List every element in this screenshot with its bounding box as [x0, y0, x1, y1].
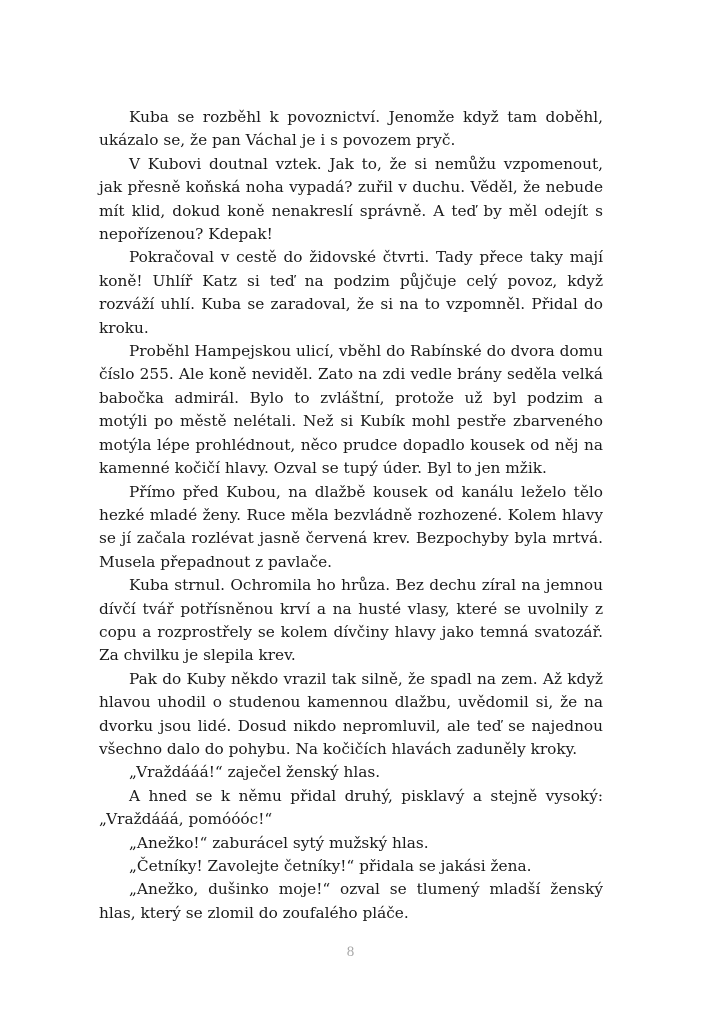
- paragraph-10: „Anežko!“ zaburácel sytý mužský hlas.: [129, 833, 429, 852]
- paragraph-11: „Četníky! Zavolejte četníky!“ přidala se jakási žena.: [129, 857, 532, 875]
- paragraph-7: Pak do Kuby někdo vrazil tak silně, že spadl na zem. Až když hlavou uhodil o studenou kamennou dlažbu, uvědomil si, že na dvorku jsou lidé. Dosud nikdo nepromluvil, ale teď se najednou všechno dalo do pohybu. Na kočičích hlavách zaduněly kroky.: [99, 669, 603, 758]
- paragraph-12: „Anežko, dušinko moje!“ ozval se tlumený mladší ženský hlas, který se zlomil do zoufalého pláče.: [99, 880, 603, 922]
- page-number: 8: [346, 944, 355, 960]
- paragraph-2: V Kubovi doutnal vztek. Jak to, že si nemůžu vzpomenout, jak přesně koňská noha vypadá? zuřil v duchu. Věděl, že nebude mít klid, dokud koně nenakreslí správně. A teď by měl odejít s nepořízenou? Kdepak!: [99, 154, 603, 244]
- body-text: [99, 106, 603, 925]
- paragraph-6: Kuba strnul. Ochromila ho hrůza. Bez dechu zíral na jemnou dívčí tvář potřísněnou krví a na husté vlasy, které se uvolnily z copu a rozprostřely se kolem dívčiny hlavy jako temná svatozář. Za chvilku je slepila krev.: [99, 576, 603, 665]
- paragraph-3: Pokračoval v cestě do židovské čtvrti. Tady přece taky mají koně! Uhlíř Katz si teď na podzim půjčuje celý povoz, když rozváží uhlí. Kuba se zaradoval, že si na to vzpomněl. Přidal do kroku.: [99, 248, 603, 337]
- paragraph-1: Kuba se rozběhl k povoznictví. Jenomže když tam doběhl, ukázalo se, že pan Váchal je i s povozem pryč.: [99, 108, 603, 150]
- paragraph-9: A hned se k němu přidal druhý, pisklavý a stejně vysoký: „Vraždááá, pomóóóc!“: [99, 786, 603, 829]
- paragraph-8: „Vraždááá!“ zaječel ženský hlas.: [129, 763, 381, 782]
- paragraph-4: Proběhl Hampejskou ulicí, vběhl do Rabínské do dvora domu číslo 255. Ale koně neviděl. Zato na zdi vedle brány seděla velká babočka admirál. Bylo to zvláštní, protože už byl podzim a motýli po městě nelétali. Než si Kubík mohl pestře zbarveného motýla lépe prohlédnout, něco prudce dopadlo kousek od něj na kamenné kočičí hlavy. Ozval se tupý úder. Byl to jen mžik.: [99, 342, 603, 478]
- paragraph-5: Přímo před Kubou, na dlažbě kousek od kanálu leželo tělo hezké mladé ženy. Ruce měla bezvládně rozhozené. Kolem hlavy se jí začala rozlévat jasně červená krev. Bezpochyby byla mrtvá. Musela přepadnout z pavlače.: [99, 482, 603, 571]
